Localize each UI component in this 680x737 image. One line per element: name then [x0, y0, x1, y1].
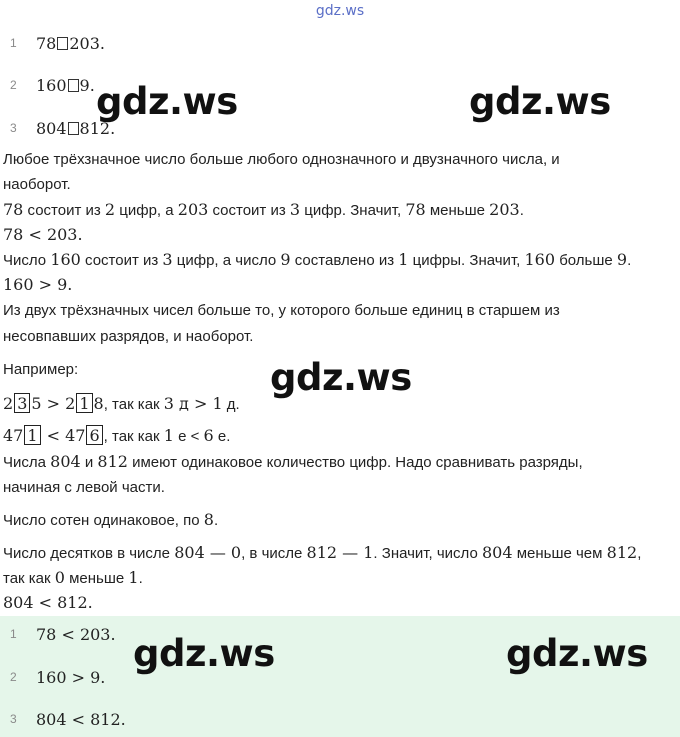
item-expression: 804 812.	[36, 118, 116, 138]
item-index: 2	[10, 670, 17, 684]
example-line-2: 47 1 < 47 6 , так как 1 е < 6 е.	[3, 426, 231, 445]
question-item-1	[0, 33, 105, 53]
item-expression: 78 203.	[36, 33, 105, 53]
boxed-digit: 6	[86, 425, 102, 445]
explanation-line: так как 0 меньше 1.	[3, 568, 143, 587]
explanation-line: Любое трёхзначное число больше любого однозначного и двузначного числа, и	[3, 151, 560, 168]
explanation-line: наоборот.	[3, 176, 71, 193]
explanation-line: Число 160 состоит из 3 цифр, а число 9 составлено из 1 цифры. Значит, 160 больше 9.	[3, 250, 632, 269]
explanation-line: Например:	[3, 361, 79, 378]
boxed-digit: 1	[76, 393, 92, 413]
item-expression: 160 9.	[36, 75, 95, 95]
watermark: gdz.ws	[469, 80, 611, 123]
math-line: 804 < 812.	[3, 593, 93, 612]
answer-item-2	[0, 667, 105, 687]
item-index: 2	[10, 78, 17, 92]
boxed-digit: 3	[14, 393, 30, 413]
watermark: gdz.ws	[96, 80, 238, 123]
explanation-line: Число сотен одинаковое, по 8.	[3, 510, 219, 529]
item-index: 3	[10, 121, 17, 135]
item-expression: 804 < 812.	[36, 709, 126, 729]
boxed-digit: 1	[24, 425, 40, 445]
explanation-line: Числа 804 и 812 имеют одинаковое количество цифр. Надо сравнивать разряды,	[3, 452, 583, 471]
explanation-line: Из двух трёхзначных чисел больше то, у которого больше единиц в старшем из	[3, 302, 560, 319]
watermark: gdz.ws	[506, 632, 648, 675]
explanation-line: начиная с левой части.	[3, 479, 165, 496]
blank-box	[57, 37, 68, 50]
example-line-1: 2 3 5 > 2 1 8, так как 3 д > 1 д.	[3, 394, 240, 413]
explanation-line: Число десятков в числе 804 — 0, в числе 812 — 1. Значит, число 804 меньше чем 812,	[3, 543, 642, 562]
item-expression: 160 > 9.	[36, 667, 106, 687]
watermark-top: gdz.ws	[315, 3, 365, 19]
math-line: 160 > 9.	[3, 275, 73, 294]
item-index: 1	[10, 627, 17, 641]
item-index: 1	[10, 36, 17, 50]
question-item-2	[0, 75, 95, 95]
blank-box	[68, 122, 79, 135]
answer-item-3	[0, 709, 126, 729]
explanation-line: несовпавших разрядов, и наоборот.	[3, 328, 254, 345]
answer-item-1	[0, 624, 116, 644]
watermark: gdz.ws	[133, 632, 275, 675]
watermark: gdz.ws	[270, 356, 412, 399]
blank-box	[68, 79, 79, 92]
item-expression: 78 < 203.	[36, 624, 116, 644]
explanation-line: 78 состоит из 2 цифр, а 203 состоит из 3 цифр. Значит, 78 меньше 203.	[3, 200, 524, 219]
math-line: 78 < 203.	[3, 225, 83, 244]
item-index: 3	[10, 712, 17, 726]
